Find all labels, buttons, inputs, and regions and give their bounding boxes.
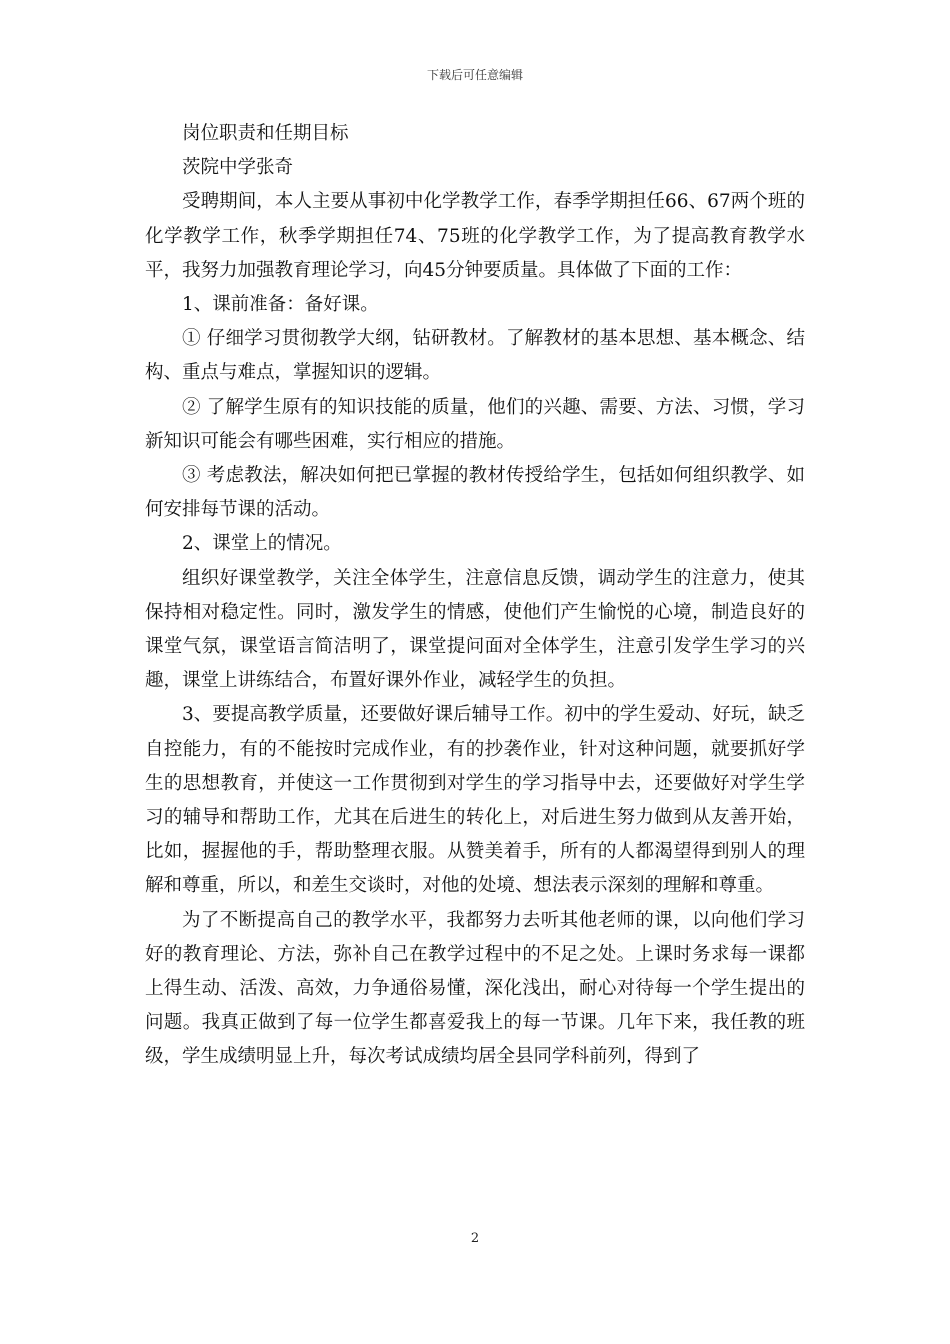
- paragraph: 1、课前准备：备好课。: [182, 294, 379, 316]
- paragraph: 3、要提高教学质量，还要做好课后辅导工作。初中的学生爱动、好玩，缺乏自控能力，有的不能按时完成作业，有的抄袭作业，针对这种问题，就要抓好学生的思想教育，并使这一工作贯彻到对学生的学习指导中去，还要做好对学生学习的辅导和帮助工作，尤其在后进生的转化上，对后进生努力做到从友善开始，比如，握握他的手，帮助整理衣服。从赞美着手，所有的人都渴望得到别人的理解和尊重，所以，和差生交谈时，对他的处境、想法表示深刻的理解和尊重。: [145, 704, 805, 897]
- paragraph: 2、课堂上的情况。: [182, 533, 342, 555]
- page-header: 下载后可任意编辑: [426, 68, 523, 82]
- paragraph: ① 仔细学习贯彻教学大纲，钻研教材。了解教材的基本思想、基本概念、结构、重点与难点，掌握知识的逻辑。: [145, 328, 805, 384]
- paragraph: 组织好课堂教学，关注全体学生，注意信息反馈，调动学生的注意力，使其保持相对稳定性。同时，激发学生的情感，使他们产生愉悦的心境，制造良好的课堂气氛，课堂语言简洁明了，课堂提问面对全体学生，注意引发学生学习的兴趣，课堂上讲练结合，布置好课外作业，减轻学生的负担。: [145, 567, 805, 692]
- author-line: 茨院中学张奇: [182, 157, 294, 179]
- document-title: 岗位职责和任期目标: [182, 123, 349, 144]
- paragraph: ② 了解学生原有的知识技能的质量，他们的兴趣、需要、方法、习惯，学习新知识可能会有哪些困难，实行相应的措施。: [145, 396, 805, 452]
- document-body: [145, 117, 805, 1075]
- page-number: 2: [470, 1231, 480, 1246]
- paragraph: 受聘期间，本人主要从事初中化学教学工作，春季学期担任66、67两个班的化学教学工作，秋季学期担任74、75班的化学教学工作，为了提高教育教学水平，我努力加强教育理论学习，向45分钟要质量。具体做了下面的工作：: [145, 191, 805, 281]
- paragraph: 为了不断提高自己的教学水平，我都努力去听其他老师的课，以向他们学习好的教育理论、方法，弥补自己在教学过程中的不足之处。上课时务求每一课都上得生动、活泼、高效，力争通俗易懂，深化浅出，耐心对待每一个学生提出的问题。我真正做到了每一位学生都喜爱我上的每一节课。几年下来，我任教的班级，学生成绩明显上升，每次考试成绩均居全县同学科前列，得到了: [145, 909, 805, 1068]
- paragraph: ③ 考虑教法，解决如何把已掌握的教材传授给学生，包括如何组织教学、如何安排每节课的活动。: [145, 465, 805, 521]
